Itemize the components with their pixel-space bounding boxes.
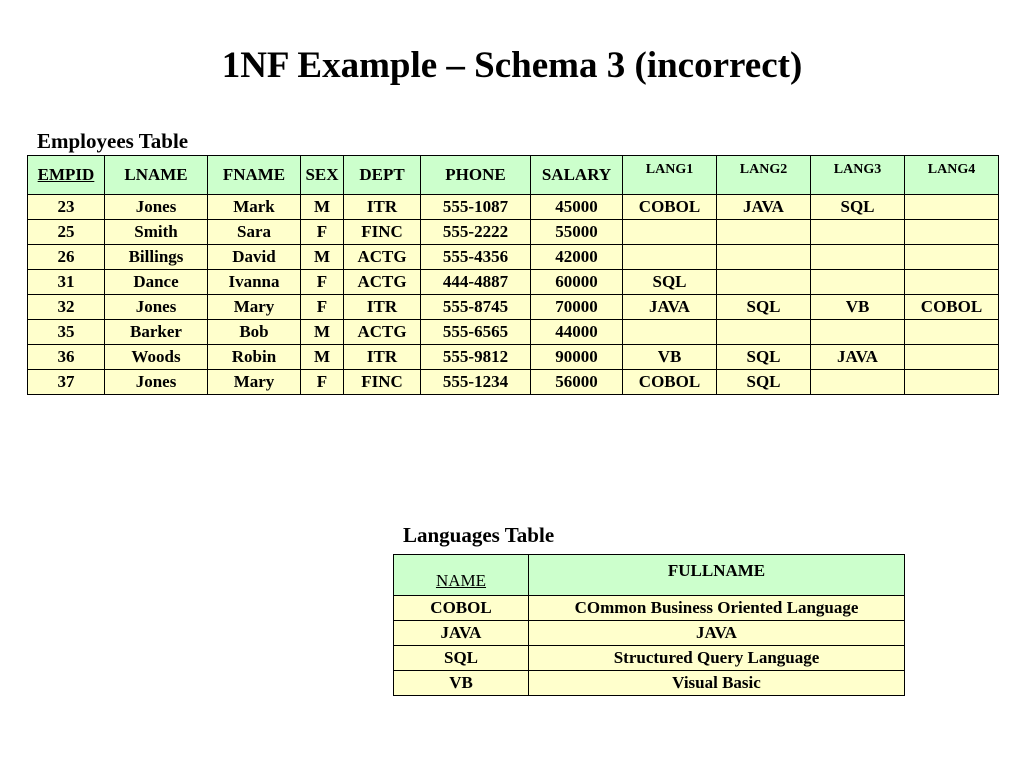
cell-fname: Robin [208, 345, 301, 370]
header-phone: PHONE [421, 156, 531, 195]
cell-fname: Mary [208, 295, 301, 320]
cell-phone: 555-2222 [421, 220, 531, 245]
cell-salary: 44000 [531, 320, 623, 345]
cell-name: JAVA [394, 621, 529, 646]
cell-empid: 35 [28, 320, 105, 345]
header-lang2: LANG2 [717, 156, 811, 195]
table-row [28, 320, 999, 345]
languages-table-caption: Languages Table [403, 523, 555, 547]
cell-lang1: JAVA [623, 295, 717, 320]
cell-fname: Mary [208, 370, 301, 395]
cell-fullname: COmmon Business Oriented Language [529, 596, 905, 621]
cell-sex: M [301, 245, 344, 270]
header-fname: FNAME [208, 156, 301, 195]
cell-lang4 [905, 195, 999, 220]
cell-lang4 [905, 370, 999, 395]
table-row [28, 370, 999, 395]
table-row [394, 596, 905, 621]
cell-lang3 [811, 320, 905, 345]
cell-lang2 [717, 245, 811, 270]
cell-phone: 555-1087 [421, 195, 531, 220]
cell-sex: F [301, 270, 344, 295]
cell-fullname: Structured Query Language [529, 646, 905, 671]
languages-header-row [394, 555, 905, 596]
cell-lang1: VB [623, 345, 717, 370]
table-row [28, 245, 999, 270]
cell-lname: Barker [105, 320, 208, 345]
cell-lname: Smith [105, 220, 208, 245]
header-lname: LNAME [105, 156, 208, 195]
cell-lang4 [905, 345, 999, 370]
cell-empid: 23 [28, 195, 105, 220]
employees-table [27, 155, 999, 395]
cell-lang2: SQL [717, 295, 811, 320]
cell-lang1 [623, 220, 717, 245]
cell-phone: 555-8745 [421, 295, 531, 320]
cell-lang4 [905, 320, 999, 345]
cell-lang1: COBOL [623, 195, 717, 220]
employees-header-row [28, 156, 999, 195]
cell-name: COBOL [394, 596, 529, 621]
table-row [28, 295, 999, 320]
header-sex: SEX [301, 156, 344, 195]
table-row [28, 220, 999, 245]
cell-phone: 444-4887 [421, 270, 531, 295]
cell-lang4 [905, 245, 999, 270]
cell-lang2 [717, 220, 811, 245]
table-row [394, 671, 905, 696]
header-dept: DEPT [344, 156, 421, 195]
cell-fname: David [208, 245, 301, 270]
cell-lname: Jones [105, 295, 208, 320]
cell-dept: ITR [344, 195, 421, 220]
header-lang4: LANG4 [905, 156, 999, 195]
header-lang3: LANG3 [811, 156, 905, 195]
cell-lang2 [717, 270, 811, 295]
cell-lname: Billings [105, 245, 208, 270]
cell-empid: 26 [28, 245, 105, 270]
employees-table-caption: Employees Table [37, 129, 189, 153]
cell-fname: Bob [208, 320, 301, 345]
cell-lang4 [905, 220, 999, 245]
table-row [394, 621, 905, 646]
cell-lang3 [811, 220, 905, 245]
cell-salary: 45000 [531, 195, 623, 220]
cell-name: VB [394, 671, 529, 696]
cell-lang1 [623, 245, 717, 270]
cell-empid: 32 [28, 295, 105, 320]
cell-lang3 [811, 270, 905, 295]
cell-lang2: SQL [717, 345, 811, 370]
cell-sex: M [301, 195, 344, 220]
cell-lname: Jones [105, 195, 208, 220]
cell-lname: Jones [105, 370, 208, 395]
cell-lang2: JAVA [717, 195, 811, 220]
cell-empid: 25 [28, 220, 105, 245]
languages-table [393, 554, 905, 696]
cell-fname: Mark [208, 195, 301, 220]
cell-lang3: SQL [811, 195, 905, 220]
table-row [28, 270, 999, 295]
header-lang1: LANG1 [623, 156, 717, 195]
cell-fullname: Visual Basic [529, 671, 905, 696]
cell-lang1 [623, 320, 717, 345]
cell-lang4 [905, 270, 999, 295]
cell-salary: 90000 [531, 345, 623, 370]
cell-dept: ITR [344, 295, 421, 320]
cell-lang1: COBOL [623, 370, 717, 395]
cell-lang3: VB [811, 295, 905, 320]
cell-phone: 555-9812 [421, 345, 531, 370]
cell-empid: 36 [28, 345, 105, 370]
cell-lname: Woods [105, 345, 208, 370]
header-empid: EMPID [28, 156, 105, 195]
cell-lang3 [811, 245, 905, 270]
cell-salary: 55000 [531, 220, 623, 245]
cell-fname: Sara [208, 220, 301, 245]
cell-salary: 56000 [531, 370, 623, 395]
cell-lang3: JAVA [811, 345, 905, 370]
cell-empid: 37 [28, 370, 105, 395]
cell-dept: ACTG [344, 320, 421, 345]
cell-phone: 555-6565 [421, 320, 531, 345]
cell-lang2 [717, 320, 811, 345]
cell-phone: 555-1234 [421, 370, 531, 395]
table-row [28, 195, 999, 220]
cell-dept: FINC [344, 220, 421, 245]
table-row [394, 646, 905, 671]
cell-sex: M [301, 320, 344, 345]
cell-dept: ACTG [344, 245, 421, 270]
cell-sex: M [301, 345, 344, 370]
table-row [28, 345, 999, 370]
cell-salary: 70000 [531, 295, 623, 320]
cell-sex: F [301, 370, 344, 395]
cell-lang2: SQL [717, 370, 811, 395]
cell-fullname: JAVA [529, 621, 905, 646]
header-salary: SALARY [531, 156, 623, 195]
cell-salary: 42000 [531, 245, 623, 270]
cell-dept: FINC [344, 370, 421, 395]
cell-lang1: SQL [623, 270, 717, 295]
cell-dept: ITR [344, 345, 421, 370]
cell-sex: F [301, 220, 344, 245]
cell-lang4: COBOL [905, 295, 999, 320]
cell-salary: 60000 [531, 270, 623, 295]
cell-empid: 31 [28, 270, 105, 295]
cell-phone: 555-4356 [421, 245, 531, 270]
slide-title: 1NF Example – Schema 3 (incorrect) [221, 45, 803, 86]
cell-name: SQL [394, 646, 529, 671]
cell-fname: Ivanna [208, 270, 301, 295]
cell-sex: F [301, 295, 344, 320]
cell-lang3 [811, 370, 905, 395]
header-fullname: FULLNAME [529, 555, 905, 596]
cell-dept: ACTG [344, 270, 421, 295]
cell-lname: Dance [105, 270, 208, 295]
header-name: NAME [394, 555, 529, 596]
